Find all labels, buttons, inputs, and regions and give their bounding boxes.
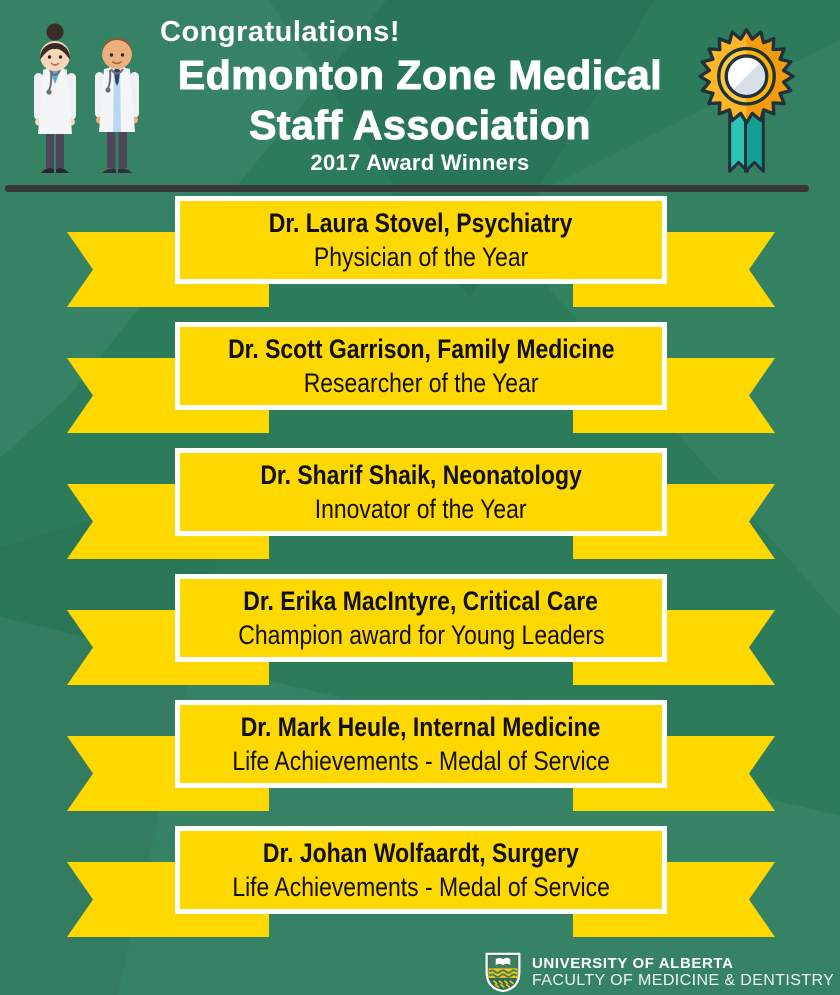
award-title: Researcher of the Year — [303, 368, 539, 398]
awardee-name: Dr. Mark Heule, Internal Medicine — [241, 712, 601, 742]
uofa-shield-icon — [483, 951, 523, 993]
award-medal-icon — [697, 26, 796, 176]
award-banner — [67, 826, 775, 937]
ribbon-plate — [175, 574, 667, 662]
university-logo — [483, 951, 834, 993]
awardee-name: Dr. Johan Wolfaardt, Surgery — [263, 838, 579, 868]
awardee-name: Dr. Laura Stovel, Psychiatry — [269, 208, 573, 238]
university-name: UNIVERSITY OF ALBERTA — [532, 954, 734, 972]
female-doctor-icon — [34, 24, 76, 174]
ribbon-plate — [175, 700, 667, 788]
ribbon-plate — [175, 196, 667, 284]
title-line-2: Staff Association — [249, 102, 591, 148]
award-banner — [67, 448, 775, 559]
awardee-name: Dr. Erika MacIntyre, Critical Care — [243, 586, 599, 616]
awardee-name: Dr. Scott Garrison, Family Medicine — [227, 334, 615, 364]
award-banner — [67, 574, 775, 685]
award-title: Innovator of the Year — [315, 494, 527, 524]
faculty-name: FACULTY OF MEDICINE & DENTISTRY — [532, 971, 835, 989]
award-title: Champion award for Young Leaders — [237, 620, 605, 650]
award-banner — [67, 322, 775, 433]
award-title: Life Achievements - Medal of Service — [232, 872, 610, 902]
award-banner — [67, 700, 775, 811]
page-title — [130, 50, 710, 150]
title-line-1: Edmonton Zone Medical — [177, 52, 663, 98]
ribbon-plate — [175, 448, 667, 536]
congratulations-text: Congratulations! — [160, 16, 400, 48]
ribbon-plate — [175, 826, 667, 914]
award-banner — [67, 196, 775, 307]
awardee-name: Dr. Sharif Shaik, Neonatology — [260, 460, 582, 490]
ribbon-plate — [175, 322, 667, 410]
award-title: Life Achievements - Medal of Service — [232, 746, 610, 776]
header-divider-bar — [5, 185, 809, 192]
subtitle-text: 2017 Award Winners — [310, 150, 530, 175]
award-title: Physician of the Year — [313, 242, 529, 272]
university-text — [532, 955, 834, 990]
